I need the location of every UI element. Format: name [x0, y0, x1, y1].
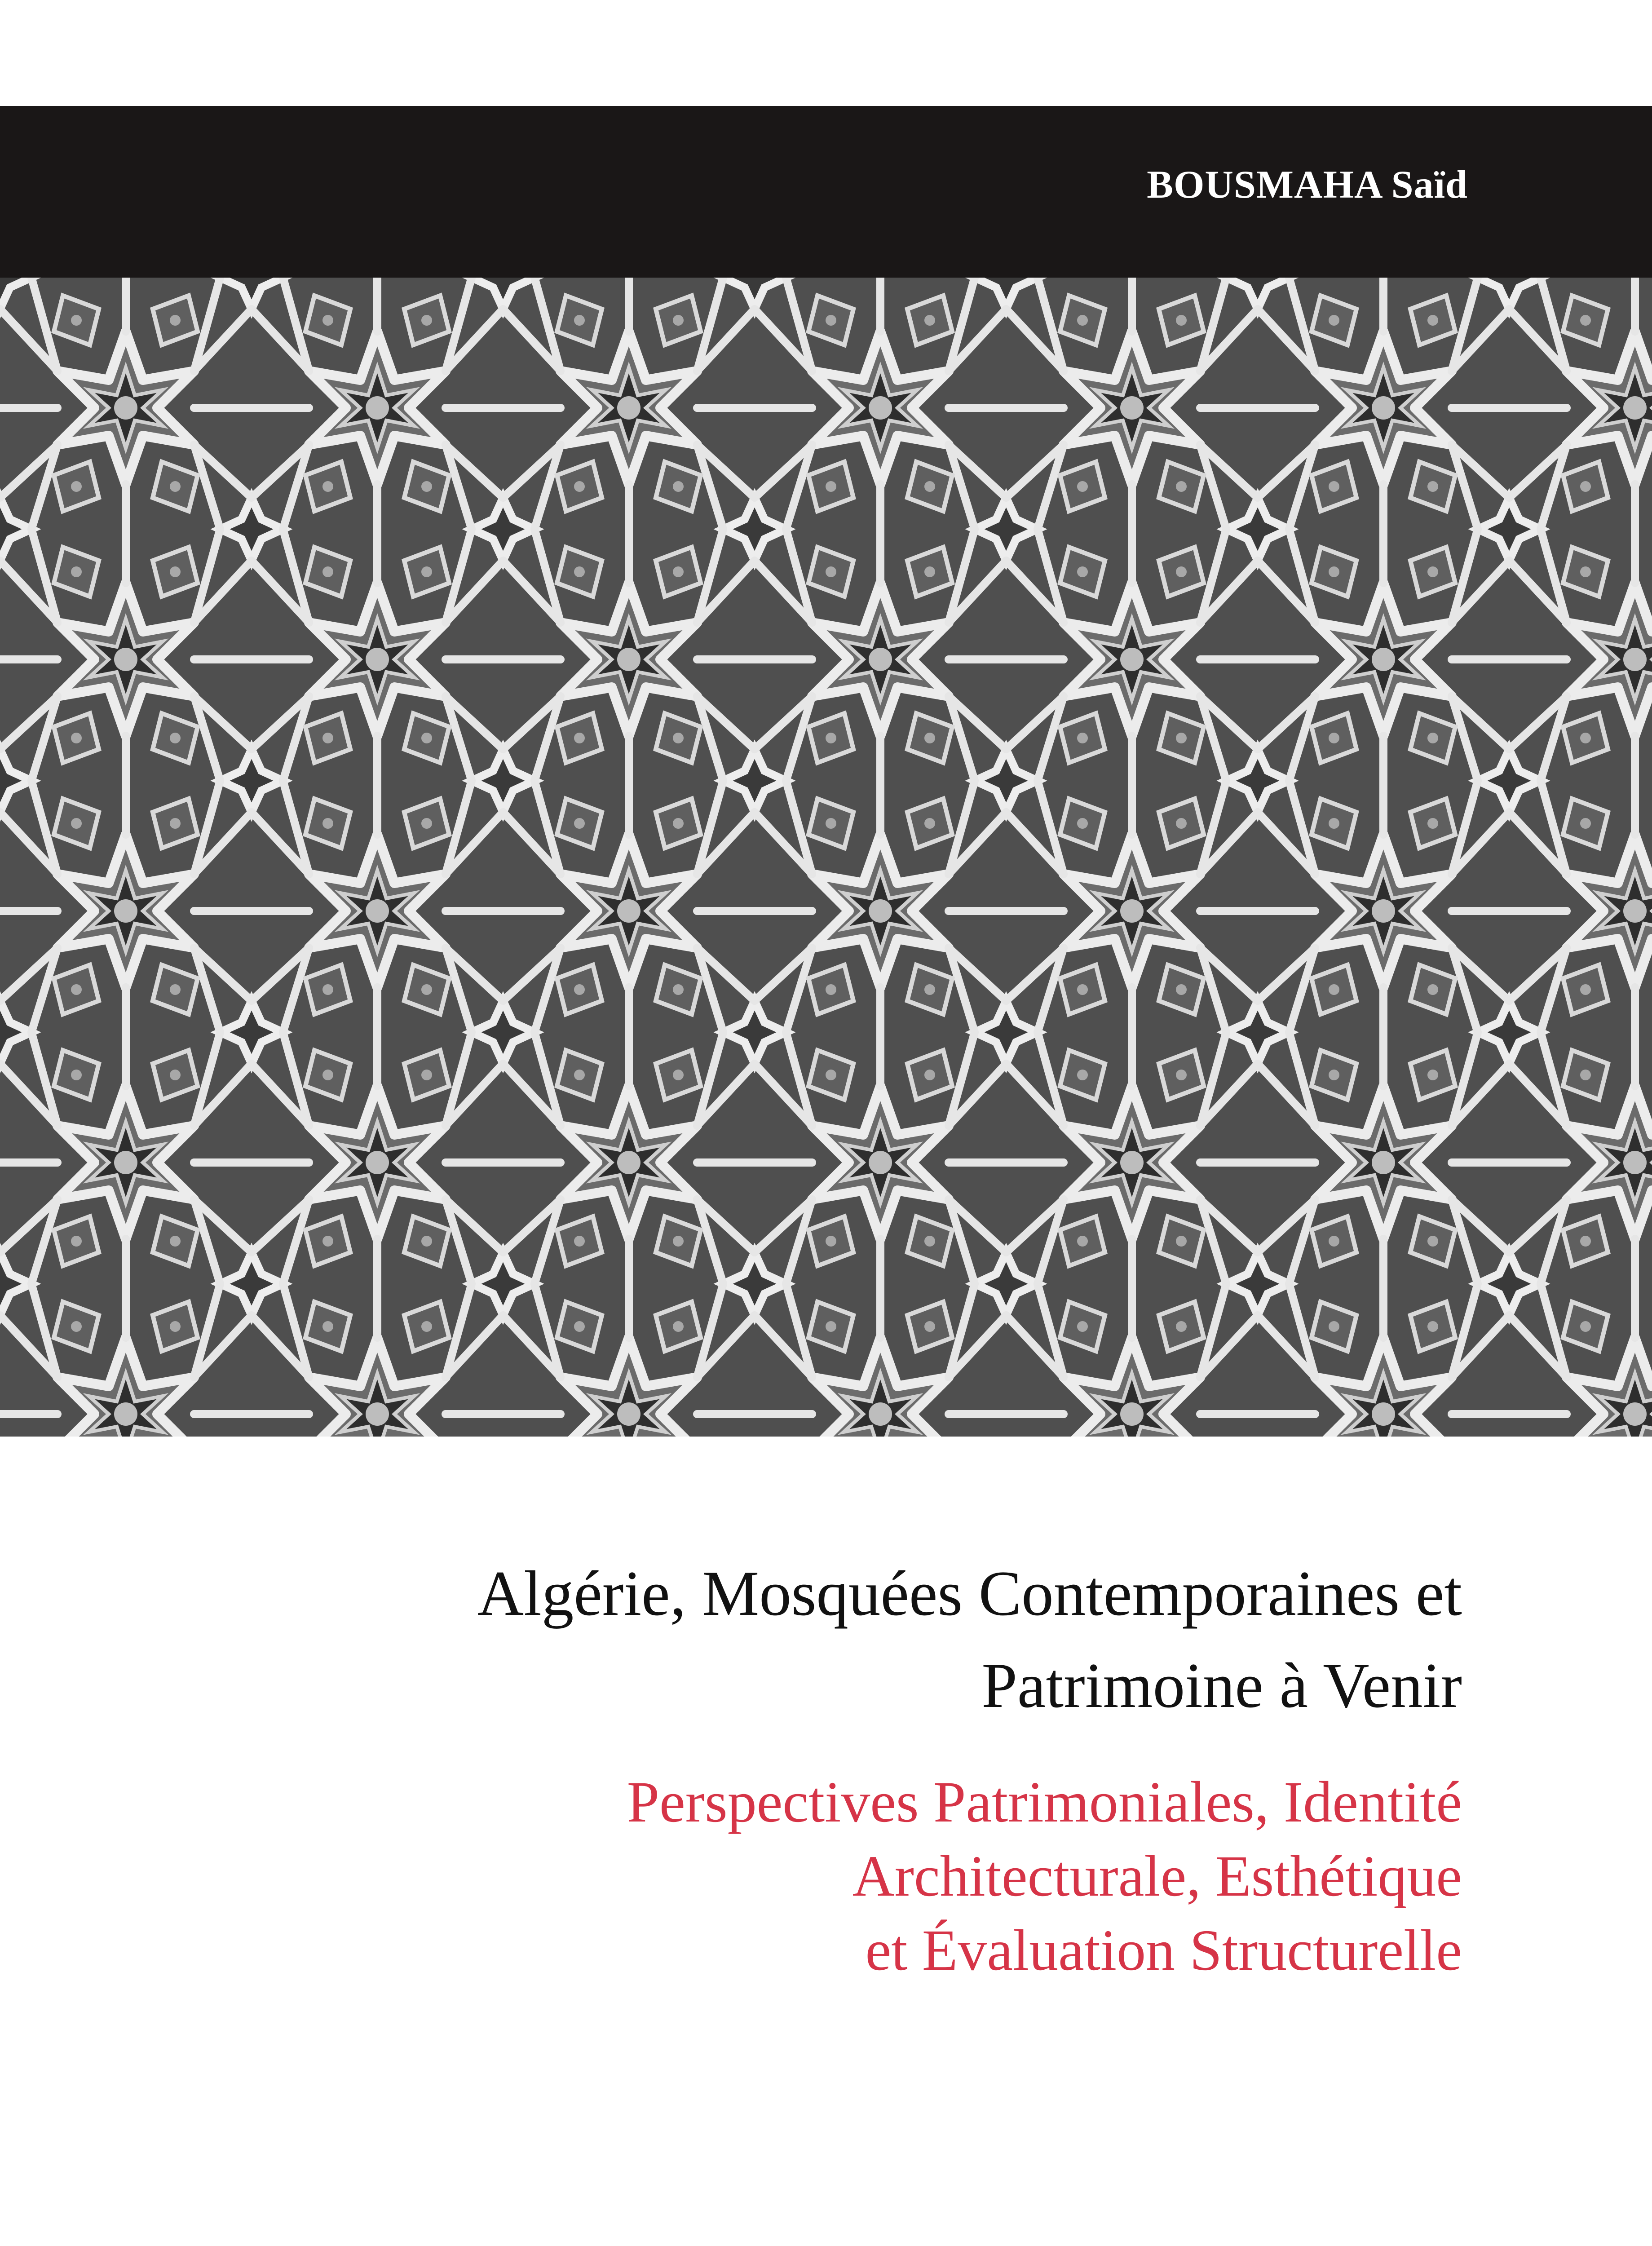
subtitle-line: et Évaluation Structurelle [865, 1918, 1462, 1983]
author-name: BOUSMAHA Saïd [1147, 163, 1468, 207]
author-band [0, 106, 1652, 278]
book-title [70, 1547, 1462, 1732]
title-line: Algérie, Mosquées Contemporaines et [477, 1558, 1462, 1629]
subtitle-line: Perspectives Patrimoniales, Identité [627, 1770, 1462, 1835]
book-subtitle [70, 1765, 1462, 1988]
title-line: Patrimoine à Venir [981, 1650, 1462, 1721]
cover-pattern-image [0, 278, 1652, 1437]
subtitle-line: Architecturale, Esthétique [852, 1844, 1462, 1909]
